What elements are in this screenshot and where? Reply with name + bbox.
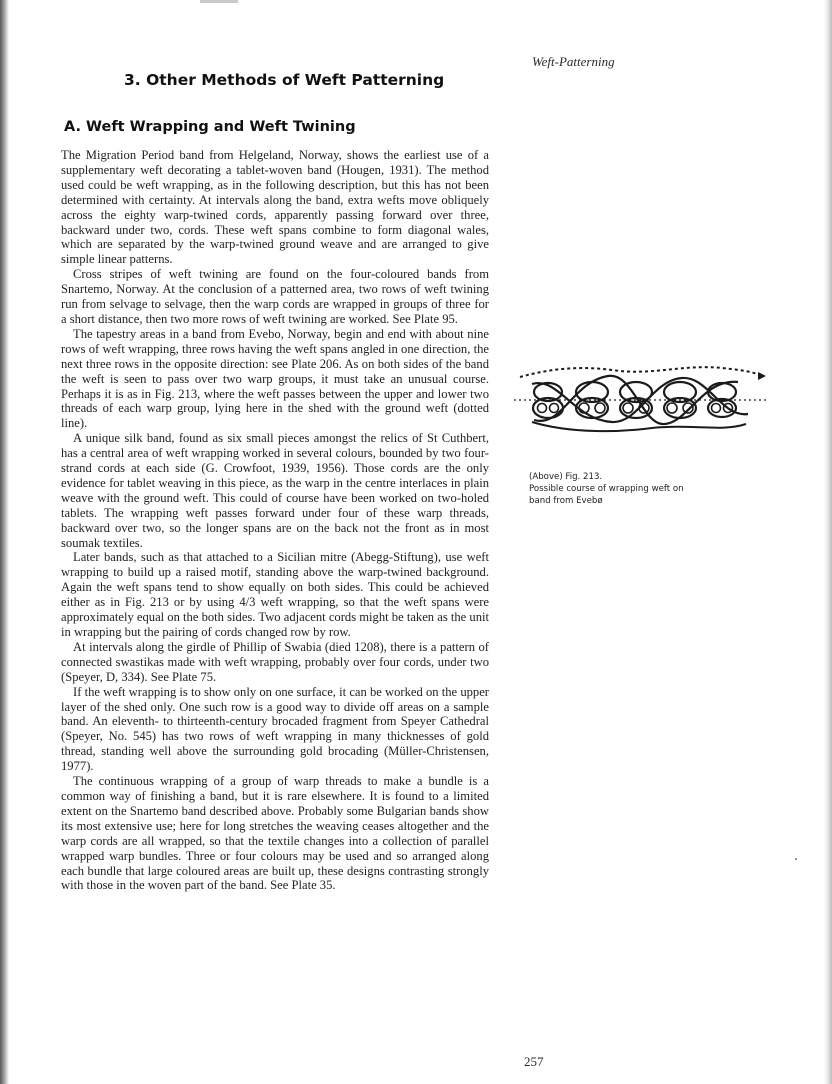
weft-path-lower [532,422,746,431]
caption-line: band from Evebø [529,496,603,506]
warp-thread [550,404,559,413]
paragraph: If the weft wrapping is to show only on one surface, it can be worked on the upper layer of the shed only. One such row is a good way to divide off areas on a sample band. An eleventh- to thirteenth-century brocaded fragment from Speyer Cathedral (Speyer, No. 545) has two rows of weft wrapping in many thicknesses of gold thread, standing well above the surrounding gold brocading (Müller-Christensen, 1977). [61,684,489,774]
paragraph: The tapestry areas in a band from Evebo, Norway, begin and end with about nine rows of weft wrapping, three rows having the weft spans angled in one direction, the next three rows in the opposite direction: see Plate 206. As on both sides of the band the weft is seen to pass over two warp groups, it must take an unusual course. Perhaps it is as in Fig. 213, where the weft passes between the upper and lower two threads of each warp group, lying here in the shed with the ground weft (dotted line). [61,326,489,431]
paragraph: A unique silk band, found as six small pieces amongst the relics of St Cuthbert, has a central area of weft wrapping worked in several colours, bounded by two four-strand cords at each side (G. Crowfoot, 1939, 1956). Those cords are the only evidence for tablet weaving in this piece, as the warp in the centre interlaces in plain weave with the ground weft. This could of course have been worked on two-holed tablets. The wrapping weft passes forward under four of these warp threads, backward over two, so the longer spans are on the back not the front as in most soumak textiles. [61,431,489,550]
arrowhead-icon [758,372,766,380]
caption-line: Possible course of wrapping weft on [529,484,684,494]
section-title: A. Weft Wrapping and Weft Twining [64,119,356,135]
scan-shadow-right [824,0,832,1084]
figure-caption [529,471,729,507]
running-head: Weft-Patterning [532,54,615,69]
weft-path-upper [520,367,762,377]
caption-line: (Above) Fig. 213. [529,472,603,482]
warp-thread [712,404,721,413]
chapter-title: 3. Other Methods of Weft Patterning [124,71,445,89]
warp-thread [623,403,633,413]
figure-213-wrapping-diagram [512,362,768,442]
paragraph: The continuous wrapping of a group of warp threads to make a bundle is a common way of finishing a band, but it is rare elsewhere. It is found to a limited extent on the Snartemo band described above. Probably some Bulgarian bands show its most extensive use; here for long stretches the weaving ceases altogether and the warp cords are all wrapped, so that the textile changes into a collection of parallel wrapped warp bundles. Three or four colours may be used and so arranged along each bundle that large coloured areas are built up, these designs contrasting strongly with those in the woven part of the band. See Plate 35. [61,774,489,893]
paragraph: The Migration Period band from Helgeland, Norway, shows the earliest use of a supplementary weft decorating a tablet-woven band (Hougen, 1931). The method used could be weft wrapping, as in the following description, but this has not been determined with certainty. At intervals along the band, extra wefts move obliquely across the eighty warp-twined cords, apparently passing forward over three, backward under two, cords. These weft spans combine to form diagonal wales, which are separated by the warp-twined ground weave and are arranged to give simple linear patterns. [61,148,489,267]
weft-wrapping-illustration [512,362,768,442]
paragraph: Cross stripes of weft twining are found on the four-coloured bands from Snartemo, Norway. At the conclusion of a patterned area, two rows of weft twining run from selvage to selvage, then the warp cords are wrapped in groups of three for a short distance, then two more rows of weft twining are worked. See Plate 95. [61,267,489,326]
body-text [61,148,489,893]
paragraph: At intervals along the girdle of Phillip of Swabia (died 1208), there is a pattern of connected swastikas made with weft wrapping, probably over four cords, under two (Speyer, D, 334). See Plate 75. [61,639,489,684]
scan-speck [795,858,797,860]
paragraph: Later bands, such as that attached to a Sicilian mitre (Abegg-Stiftung), use weft wrapping to build up a raised motif, standing above the warp-twined background. Again the weft spans tend to show equally on both sides. This could be achieved either as in Fig. 213 or by using 4/3 weft wrapping, so that the weft spans were approximately equal on the both sides. Two adjacent cords might be taken as the unit in wrapping but the pairing of cords changed row by row. [61,550,490,639]
scan-shadow-left [0,0,9,1084]
scan-mark [200,0,238,3]
warp-thread [538,404,547,413]
page-number: 257 [524,1054,544,1069]
warp-thread [595,403,605,413]
warp-thread [667,403,677,413]
